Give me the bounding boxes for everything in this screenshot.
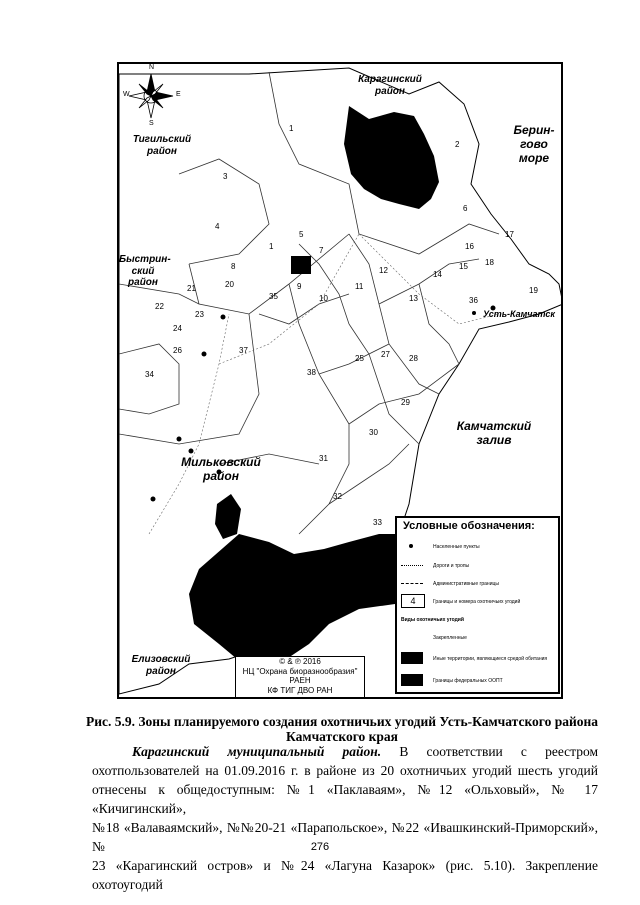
settlement-dot-icon <box>409 544 413 548</box>
road-line-icon <box>401 565 423 566</box>
zone-number: 35 <box>269 292 278 301</box>
zone-number: 12 <box>379 266 388 275</box>
map-figure <box>117 62 563 699</box>
zone-number: 38 <box>307 368 316 377</box>
label-ust-kamchatsk: Усть-Камчатск <box>483 309 555 319</box>
zone-number: 24 <box>173 324 182 333</box>
paragraph-line: отнесены к общедоступным: №1 «Паклаваям», №12 «Ольховый», № 17 «Кичигинский», <box>92 782 598 816</box>
zone-number: 22 <box>155 302 164 311</box>
zone-number: 10 <box>319 294 328 303</box>
paragraph-line: охотпользователей на 01.09.2016 г. в районе из 20 охотничьих угодий шесть угодий <box>92 763 598 778</box>
zone-number: 30 <box>369 428 378 437</box>
zone-number: 2 <box>455 140 460 149</box>
zone-number: 25 <box>355 354 364 363</box>
zone-number: 36 <box>469 296 478 305</box>
label-kamchatsky-zaliv: Камчатский залив <box>456 419 532 447</box>
zone-number: 27 <box>381 350 390 359</box>
zone-number: 9 <box>297 282 302 291</box>
legend-title: Условные обозначения: <box>403 520 535 532</box>
zone-number: 16 <box>465 242 474 251</box>
zone-number: 6 <box>463 204 468 213</box>
southern-black-area <box>189 534 395 669</box>
compass-rose-icon <box>129 74 173 118</box>
admin-border-line-icon <box>401 583 423 584</box>
label-elizovsky: Елизовский район <box>131 654 191 677</box>
zone-number: 19 <box>529 286 538 295</box>
zone-number: 3 <box>223 172 228 181</box>
zone-number: 18 <box>485 258 494 267</box>
zone-number: 34 <box>145 370 154 379</box>
zone-number: 29 <box>401 398 410 407</box>
roads <box>149 234 499 534</box>
zone-number: 15 <box>459 262 468 271</box>
karaginsky-black-area <box>344 106 439 209</box>
zone-number: 21 <box>187 284 196 293</box>
zone-number: 37 <box>239 346 248 355</box>
swatch-other-territories <box>401 652 423 664</box>
zone-number: 13 <box>409 294 418 303</box>
label-bystrinsky: Быстрин- ский район <box>119 254 171 288</box>
map-legend: Условные обозначения: Населенные пункты Дороги и тропы Административные границы 4 Границы и номера охотничьих угодий Виды охотничьих угодий Закрепленные Иные территории, являющиеся средой обитания Границы федеральных ООПТ <box>395 516 560 694</box>
compass-e: E <box>176 91 181 98</box>
central-black-blob <box>215 494 241 539</box>
paragraph-line: №18 «Валаваямский», №№20-21 «Парапольское», №22 «Ивашкинский-Приморский», № <box>92 820 598 854</box>
zone-number: 20 <box>225 280 234 289</box>
swatch-protected <box>401 674 423 686</box>
label-tigilsky: Тигильский район <box>132 134 192 157</box>
zone-number: 26 <box>173 346 182 355</box>
zone-number: 28 <box>409 354 418 363</box>
figure-caption: Рис. 5.9. Зоны планируемого создания охотничьих угодий Усть-Камчатского района Камчатского края <box>85 714 599 744</box>
zone-number: 1 <box>269 242 274 251</box>
zone-number: 14 <box>433 270 442 279</box>
paragraph-line: Карагинский муниципальный район. В соответствии с реестром <box>132 744 598 759</box>
small-black-area <box>291 256 311 274</box>
paragraph-line: 23 «Карагинский остров» и №24 «Лагуна Казарок» (рис. 5.10). Закрепление охотоугодий <box>92 858 598 892</box>
body-paragraph <box>92 742 598 894</box>
zone-number: 31 <box>319 454 328 463</box>
zone-number: 17 <box>505 230 514 239</box>
zone-number: 8 <box>231 262 236 271</box>
paragraph-lead: Карагинский муниципальный район. <box>132 744 382 759</box>
zone-number: 1 <box>289 124 294 133</box>
label-karaginsky: Карагинский район <box>358 74 422 97</box>
compass-s: S <box>149 120 154 127</box>
zone-number: 33 <box>373 518 382 527</box>
label-milkovsky: Мильковский район <box>181 455 261 483</box>
page-number: 276 <box>310 841 330 853</box>
map-credit: © & ℗ 2016 НЦ "Охрана биоразнообразия" РАЕН КФ ТИГ ДВО РАН <box>235 656 365 698</box>
zone-number: 4 <box>215 222 220 231</box>
zone-number: 23 <box>195 310 204 319</box>
zone-number: 32 <box>333 492 342 501</box>
zone-number: 5 <box>299 230 304 239</box>
compass-n: N <box>149 64 155 71</box>
zone-number: 7 <box>319 246 324 255</box>
zone-number-box: 4 <box>401 594 425 608</box>
compass-w: W <box>123 91 130 98</box>
label-beringovo-more: Берин- гово море <box>513 123 555 165</box>
zone-number: 11 <box>355 282 364 291</box>
